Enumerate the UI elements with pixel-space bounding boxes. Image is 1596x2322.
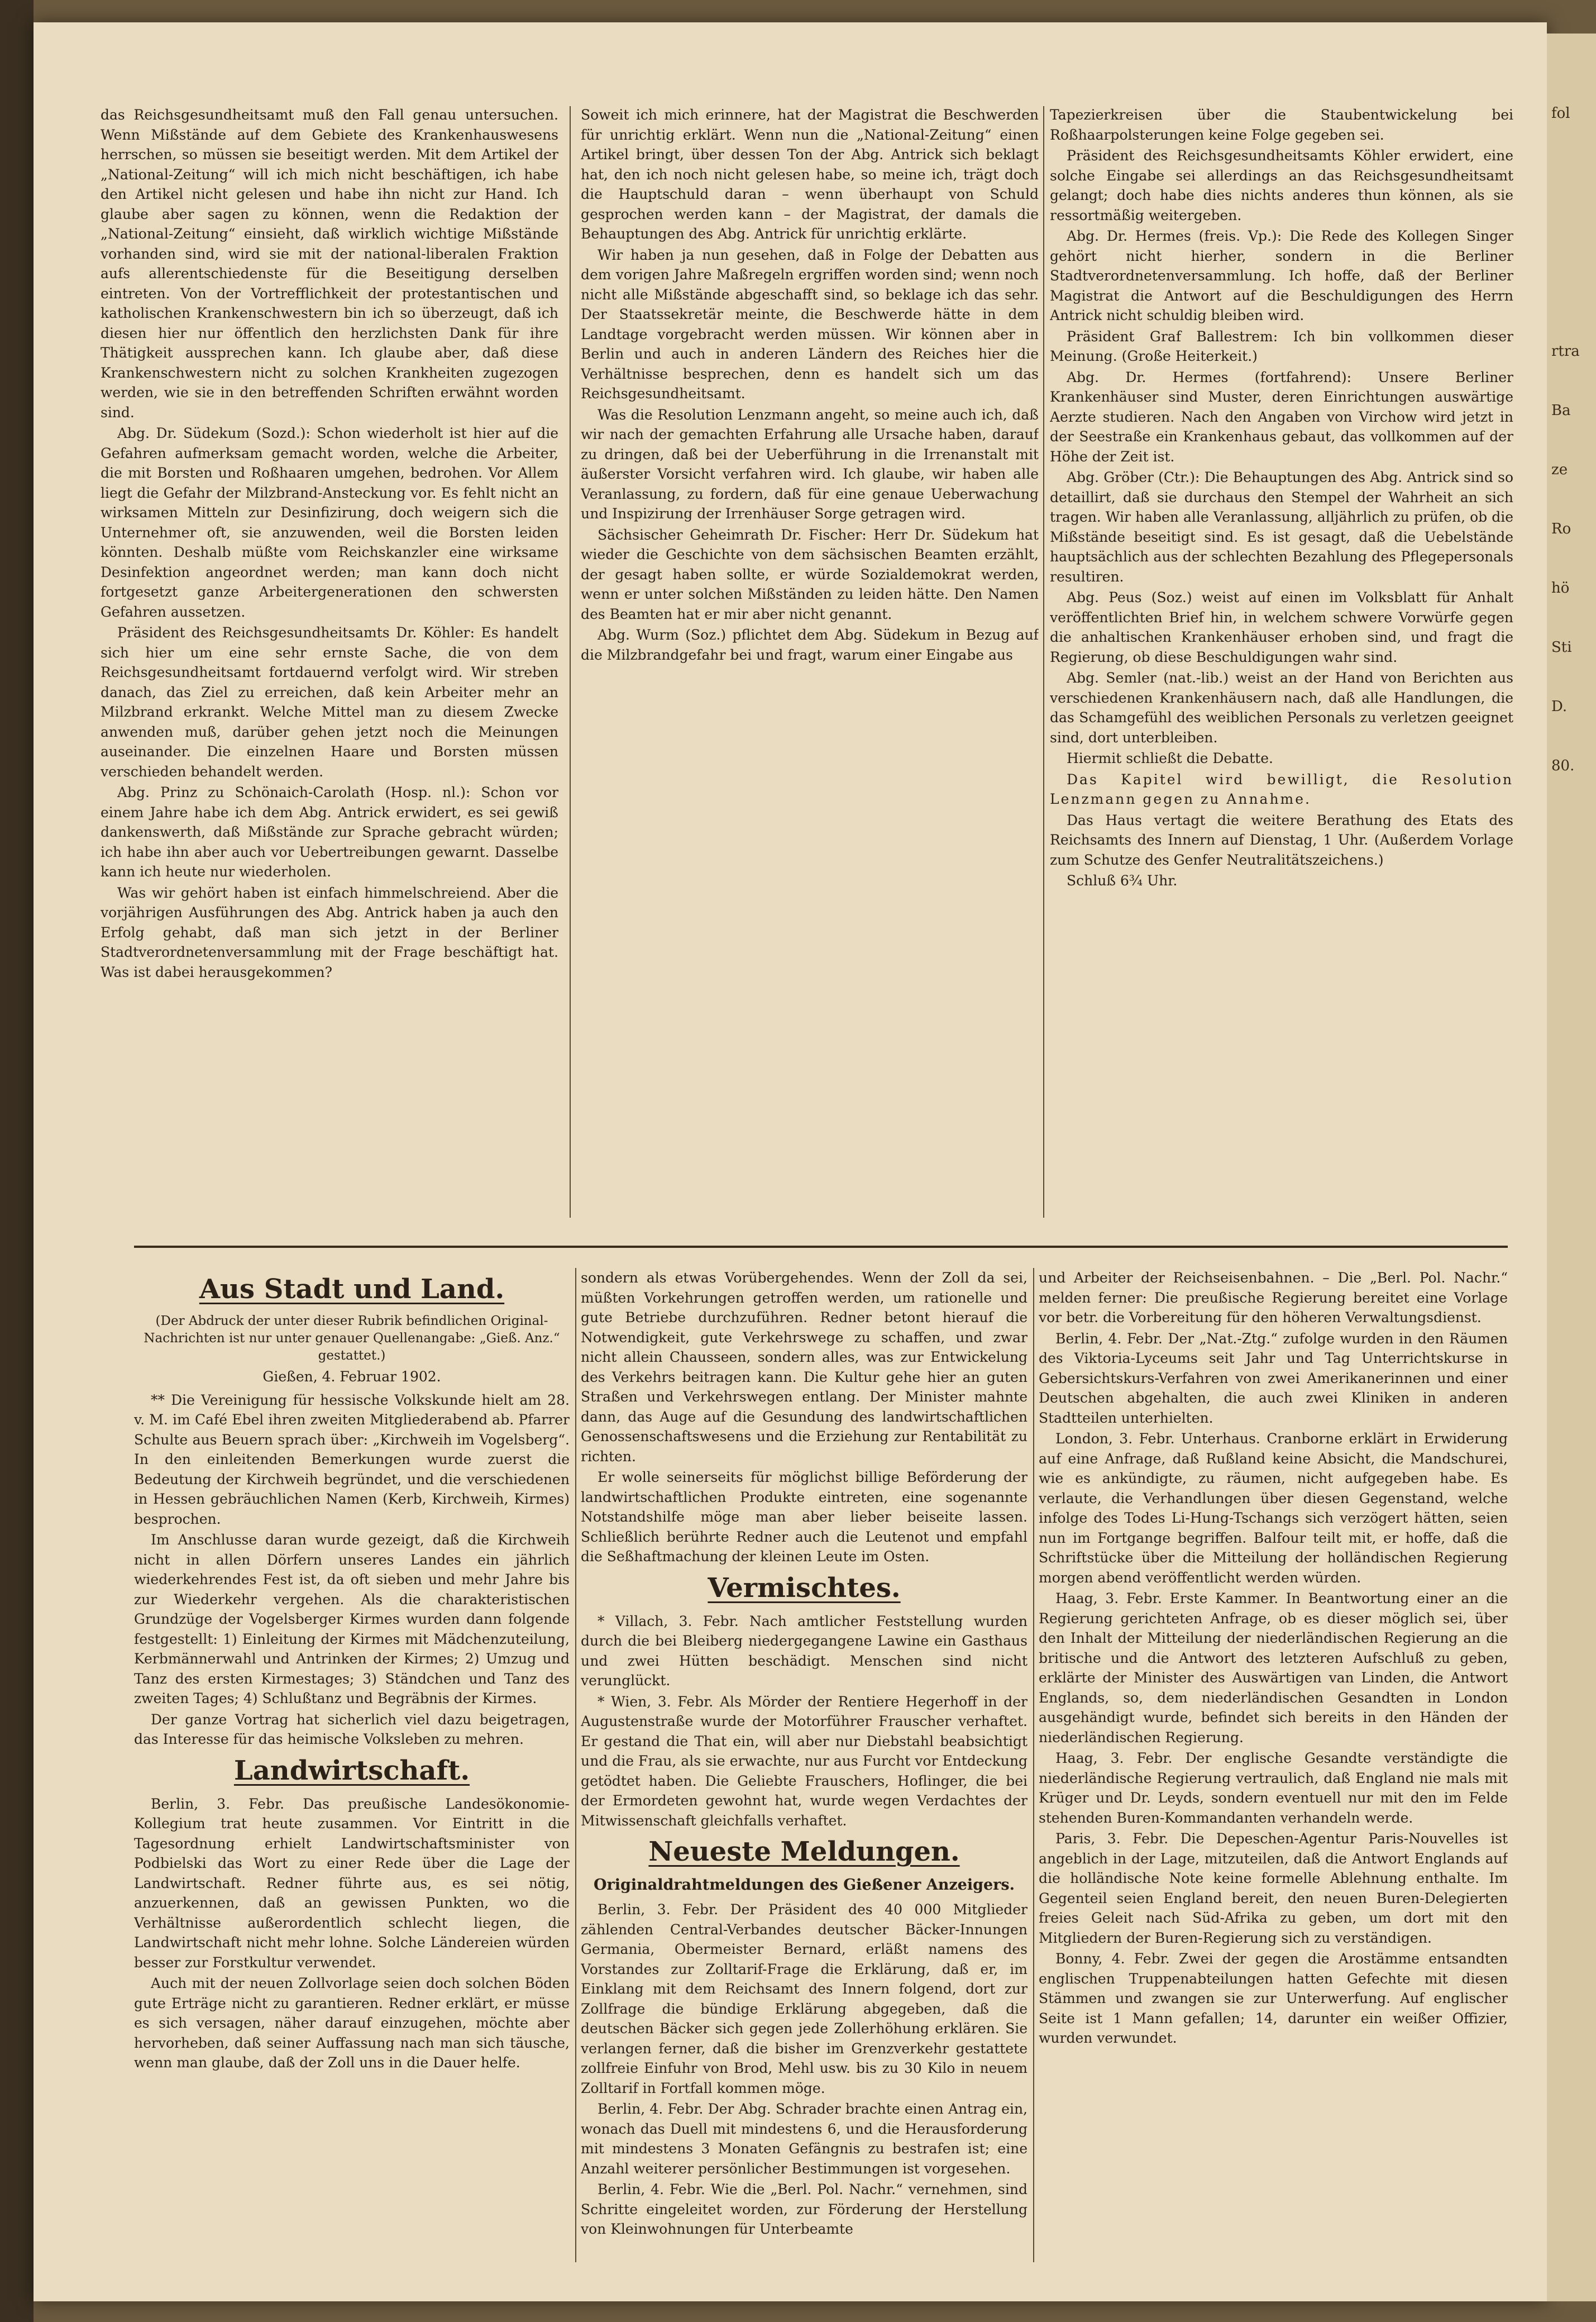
paragraph: Das Haus vertagt die weitere Berathung des Etats des Reichsamts des Innern auf Dienstag, 1 Uhr. (Außerdem Vorlage zum Schutze des Genfer Neutralitätszeichens.) xyxy=(1050,812,1513,868)
page-fragment: rtra xyxy=(1551,343,1580,360)
column-reichstag-1 xyxy=(101,105,558,1217)
heading-landwirtschaft: Landwirtschaft. xyxy=(233,1754,470,1786)
paragraph: Soweit ich mich erinnere, hat der Magistrat die Beschwerden für unrichtig erklärt. Wenn nun die „National-Zeitung“ einen Artikel bringt, über dessen Ton der Abg. Antrick sich beklagt hat, den ich noch nicht gelesen habe, so meine ich, trägt doch die Hauptschuld daran – wenn überhaupt von Schuld gesprochen werden kann – der Magistrat, der damals die Behauptungen des Abg. Antrick für unrichtig erklärte. xyxy=(581,107,1039,242)
paragraph: Abg. Gröber (Ctr.): Die Behauptungen des Abg. Antrick sind so detaillirt, daß sie durchaus den Stempel der Wahrheit an sich tragen. Wir haben alle Veranlassung, alljährlich zu prüfen, ob die Mißstände beseitigt sind. Es ist gesagt, daß die Uebelstände hauptsächlich aus der schlechten Bezahlung des Pflegepersonals resultiren. xyxy=(1050,469,1513,585)
column-divider xyxy=(1033,1268,1034,2262)
book-spine xyxy=(0,0,34,2322)
paragraph: London, 3. Febr. Unterhaus. Cranborne erklärt in Erwiderung auf eine Anfrage, daß Rußland keine Absicht, die Mandschurei, wie es ankündigte, zu räumen, nicht aufgegeben habe. Es verlaute, die Verhandlungen über diesen Gegenstand, welche infolge des Todes Li-Hung-Tschangs sich verzögert hätten, seien nun im Fortgange begriffen. Balfour teilt mit, er hoffe, daß die Schriftstücke über die Mitteilung der holländischen Regierung morgen abend veröffentlicht werden würden. xyxy=(1039,1431,1508,1586)
subheading-drahtmeldungen: Originaldrahtmeldungen des Gießener Anzeigers. xyxy=(594,1876,1015,1894)
paragraph: Er wolle seinerseits für möglichst billige Beförderung der landwirtschaftlichen Produkte eintreten, eine sogenannte Notstandshilfe möge man aber lieber beiseite lassen. Schließlich berührte Redner auch die Leutenot und empfahl die Seßhaftmachung der kleinen Leute im Osten. xyxy=(581,1469,1028,1565)
paragraph: Was die Resolution Lenzmann angeht, so meine auch ich, daß wir nach der gemachten Erfahrung alle Ursache haben, darauf zu dringen, daß bei der Ueberführung in die Irrenanstalt mit äußerster Vorsicht verfahren wird. Ich glaube, wir haben alle Veranlassung, zu fordern, daß für eine genaue Ueberwachung und Inspizirung der Irrenhäuser Sorge getragen wird. xyxy=(581,406,1039,522)
column-meldungen-cont xyxy=(1039,1268,1508,2262)
paragraph: Berlin, 4. Febr. Wie die „Berl. Pol. Nachr.“ vernehmen, sind Schritte eingeleitet worden, zur Förderung der Herstellung von Kleinwohnungen für Unterbeamte xyxy=(581,2181,1028,2237)
paragraph: Präsident des Reichsgesundheitsamts Dr. Köhler: Es handelt sich hier um eine sehr ernste Sache, die von dem Reichsgesundheitsamt fortdauernd verfolgt wird. Wir streben danach, das Ziel zu erreichen, daß kein Arbeiter mehr an Milzbrand erkrankt. Welche Mittel man zu diesem Zwecke anwenden muß, darüber gehen jetzt noch die Meinungen auseinander. Die einzelnen Haare und Borsten müssen verschieden behandelt werden. xyxy=(101,624,558,780)
paragraph: Berlin, 3. Febr. Das preußische Landesökonomie-Kollegium trat heute zusammen. Vor Eintritt in die Tagesordnung erhielt Landwirtschaftsminister von Podbielski das Wort zu einer Rede über die Lage der Landwirtschaft. Redner führte aus, es sei nötig, anzuerkennen, daß an gewissen Punkten, wo die Verhältnisse außerordentlich schlecht liegen, die Landwirtschaft nicht mehr lohne. Solche Ländereien würden besser zur Forstkultur verwendet. xyxy=(134,1795,570,1971)
heading-stadt-und-land: Aus Stadt und Land. xyxy=(199,1274,505,1305)
column-vermischtes-neueste xyxy=(581,1268,1028,2262)
paragraph: * Villach, 3. Febr. Nach amtlicher Feststellung wurden durch die bei Bleiberg niedergegangene Lawine ein Gasthaus und zwei Hütten beschädigt. Menschen sind nicht verunglückt. xyxy=(581,1613,1028,1689)
paragraph: Tapezierkreisen über die Staubentwickelung bei Roßhaarpolsterungen keine Folge gegeben sei. xyxy=(1050,107,1513,143)
paragraph: Das Kapitel wird bewilligt, die Resolution Lenzmann gegen zu Annahme. xyxy=(1050,771,1513,807)
paragraph: Berlin, 3. Febr. Der Präsident des 40 000 Mitglieder zählenden Central-Verbandes deutscher Bäcker-Innungen Germania, Obermeister Bernard, erläßt namens des Vorstandes zur Zolltarif-Frage die Erklärung, daß er, im Einklang mit dem Reichsamt des Innern folgend, dort zur Zollfrage die bündige Erklärung abgegeben, daß die deutschen Bäcker sich gegen jede Zollerhöhung erklären. Sie verlangen ferner, daß die bisher im Grenzverkehr gestattete zollfreie Einfuhr von Brod, Mehl usw. bis zu 30 Kilo in neuem Zolltarif in Fortfall kommen möge. xyxy=(581,1901,1028,2096)
paragraph: Auch mit der neuen Zollvorlage seien doch solchen Böden gute Erträge nicht zu garantieren. Redner erklärt, er müsse es sich versagen, näher darauf einzugehen, möchte aber hervorheben, daß seiner Auffassung nach man sich täusche, wenn man glaube, daß der Zoll uns in die Dauer helfe. xyxy=(134,1975,570,2071)
paragraph: Paris, 3. Febr. Die Depeschen-Agentur Paris-Nouvelles ist angeblich in der Lage, mitzuteilen, daß die Antwort Englands auf die holländische Note keine formelle Ablehnung enthalte. Im Gegenteil seien England bereit, den neuen Buren-Delegierten freies Geleit nach Süd-Afrika zu geben, um dort mit den Mitgliedern der Buren-Regierung sich zu verständigen. xyxy=(1039,1830,1508,1946)
paragraph: Abg. Dr. Südekum (Sozd.): Schon wiederholt ist hier auf die Gefahren aufmerksam gemacht worden, welche die Arbeiter, die mit Borsten und Roßhaaren umgehen, bedrohen. Vor Allem liegt die Gefahr der Milzbrand-Ansteckung vor. Es fehlt nicht an wirksamen Mitteln zur Desinfizirung, doch weigern sich die Unternehmer oft, sie anzuwenden, weil die Borsten leiden könnten. Deshalb müßte vom Reichskanzler eine wirksame Desinfektion angeordnet werden; man kann doch nicht fortgesetzt ganze Arbeitergenerationen den schwersten Gefahren aussetzen. xyxy=(101,425,558,620)
page-fragment: Sti xyxy=(1551,639,1572,656)
column-reichstag-2 xyxy=(581,105,1039,1217)
paragraph: das Reichsgesundheitsamt muß den Fall genau untersuchen. Wenn Mißstände auf dem Gebiete des Krankenhauswesens herrschen, so müssen sie beseitigt werden. Mit dem Artikel der „National-Zeitung“ will ich mich nicht beschäftigen, ich habe den Artikel nicht gelesen und habe ihn nicht zur Hand. Ich glaube aber sagen zu können, wenn die Redaktion der „National-Zeitung“ einsieht, daß wirklich wichtige Mißstände vorhanden sind, wird sie mit der national-liberalen Fraktion aufs allerentschiedenste für die Beseitigung derselben eintreten. Von der Vortrefflichkeit der protestantischen und katholischen Krankenschwestern bin ich so überzeugt, daß ich diesen hier nur öffentlich den herzlichsten Dank für ihre Thätigkeit aussprechen kann. Ich glaube aber, daß diese Krankenschwestern nicht zu solchen Krankheiten zugezogen werden, wie sie in den betreffenden Schriften erwähnt worden sind. xyxy=(101,107,558,421)
paragraph: Abg. Dr. Hermes (fortfahrend): Unsere Berliner Krankenhäuser sind Muster, deren Einrichtungen auswärtige Aerzte studieren. Nach den Angaben von Virchow wird jetzt in der Seestraße ein Krankenhaus gebaut, das vollkommen auf der Höhe der Zeit ist. xyxy=(1050,369,1513,465)
paragraph: ** Die Vereinigung für hessische Volkskunde hielt am 28. v. M. im Café Ebel ihren zweiten Mitgliederabend ab. Pfarrer Schulte aus Beuern sprach über: „Kirchweih im Vogelsberg“. In den einleitenden Bemerkungen wurde zuerst die Bedeutung der Kirchweih begründet, und die verschiedenen in Hessen gebräuchlichen Namen (Kerb, Kirchweih, Kirmes) besprochen. xyxy=(134,1391,570,1527)
page-fragment: fol xyxy=(1551,105,1570,122)
dateline: Gießen, 4. Februar 1902. xyxy=(262,1369,441,1385)
paragraph: Haag, 3. Febr. Der englische Gesandte verständigte die niederländische Regierung vertraulich, daß England nie mals mit Krüger und Dr. Leyds, sondern eventuell nur mit den im Felde stehenden Buren-Kommandanten verhandeln werde. xyxy=(1039,1750,1508,1826)
paragraph: Abg. Dr. Hermes (freis. Vp.): Die Rede des Kollegen Singer gehört nicht hierher, sondern in die Berliner Stadtverordnetenversammlung. Ich hoffe, daß der Berliner Magistrat die Antwort auf die Beschuldigungen des Herrn Antrick nicht schuldig bleiben wird. xyxy=(1050,228,1513,323)
heading-vermischtes: Vermischtes. xyxy=(708,1572,901,1604)
paragraph: Berlin, 4. Febr. Der Abg. Schrader brachte einen Antrag ein, wonach das Duell mit mindestens 6, und die Herausforderung mit mindestens 3 Monaten Gefängnis zu bestrafen ist; eine Anzahl weiterer persönlicher Bestimmungen ist vorgesehen. xyxy=(581,2101,1028,2177)
paragraph: Abg. Peus (Soz.) weist auf einen im Volksblatt für Anhalt veröffentlichten Brief hin, in welchem schwere Vorwürfe gegen die anhaltischen Krankenhäuser erhoben sind, und fragt die Regierung, ob diese Beschuldigungen wahr sind. xyxy=(1050,589,1513,665)
section-divider xyxy=(134,1246,1508,1248)
paragraph: Haag, 3. Febr. Erste Kammer. In Beantwortung einer an die Regierung gerichteten Anfrage, ob es dieser möglich sei, über den Inhalt der Mitteilung der niederländischen Regierung an die britische und die Antwort des letzteren Aufschluß zu geben, erklärte der Minister des Auswärtigen van Linden, die Antwort Englands, so, dem niederländischen Gesandten in London ausgehändigt wurde, befindet sich bereits in den Händen der niederländischen Regierung. xyxy=(1039,1590,1508,1746)
adjacent-page-edge xyxy=(1547,34,1596,2301)
paragraph: Was wir gehört haben ist einfach himmelschreiend. Aber die vorjährigen Ausführungen des Abg. Antrick haben ja auch den Erfolg gehabt, daß man sich jetzt in der Berliner Stadtverordnetenversammlung mit der Frage beschäftigt hat. Was ist dabei herausgekommen? xyxy=(101,884,558,980)
page-fragment: 80. xyxy=(1551,757,1575,774)
page-fragment: ze xyxy=(1551,461,1568,478)
paragraph: Im Anschlusse daran wurde gezeigt, daß die Kirchweih nicht in allen Dörfern unseres Landes ein jährlich wiederkehrendes Fest ist, da oft sieben und mehr Jahre bis zur Wiederkehr vergehen. Als die charakteristischen Grundzüge der Vogelsberger Kirmes wurden dann folgende festgestellt: 1) Einleitung der Kirmes mit Mädchenzuteilung, Kerbmännerwahl und Antrinken der Kirmes; 2) Umzug und Tanz des ersten Kirmestages; 3) Ständchen und Tanz des zweiten Tages; 4) Schlußtanz und Begräbnis der Kirmes. xyxy=(134,1532,570,1706)
paragraph: Abg. Prinz zu Schönaich-Carolath (Hosp. nl.): Schon vor einem Jahre habe ich dem Abg. Antrick erwidert, es sei gewiß dankenswerth, daß Mißstände zur Sprache gebracht würden; ich habe ihn aber auch vor Uebertreibungen gewarnt. Dasselbe kann ich heute nur wiederholen. xyxy=(101,784,558,880)
paragraph: Präsident Graf Ballestrem: Ich bin vollkommen dieser Meinung. (Große Heiterkeit.) xyxy=(1050,328,1513,364)
reprint-note: (Der Abdruck der unter dieser Rubrik befindlichen Original-Nachrichten ist nur unter genauer Quellenangabe: „Gieß. Anz.“ gestattet.) xyxy=(144,1314,560,1363)
paragraph: Berlin, 4. Febr. Der „Nat.-Ztg.“ zufolge wurden in den Räumen des Viktoria-Lyceums seit Jahr und Tag Unterrichtskurse in Gebersichtskurs-Verfahren von zwei Amerikanerinnen und einer Deutschen abgehalten, die auch zwei Kliniken in anderen Stadtteilen unterhielten. xyxy=(1039,1330,1508,1426)
page-fragment: hö xyxy=(1551,580,1570,597)
paragraph: Der ganze Vortrag hat sicherlich viel dazu beigetragen, das Interesse für das heimische Volksleben zu mehren. xyxy=(134,1711,570,1747)
paragraph: Hiermit schließt die Debatte. xyxy=(1067,750,1273,766)
heading-neueste-meldungen: Neueste Meldungen. xyxy=(648,1836,960,1867)
page-fragment: Ba xyxy=(1551,402,1571,419)
page-fragment: Ro xyxy=(1551,521,1571,537)
column-divider xyxy=(1043,106,1044,1218)
paragraph: Schluß 6¾ Uhr. xyxy=(1067,872,1178,889)
paragraph: * Wien, 3. Febr. Als Mörder der Rentiere Hegerhoff in der Augustenstraße wurde der Motorführer Frauscher verhaftet. Er gestand die That ein, will aber nur Diebstahl beabsichtigt und die Frau, als sie erwachte, nur aus Furcht vor Entdeckung getödtet haben. Die Geliebte Frauschers, Hoflinger, die bei der Ermordeten gewohnt hat, wurde wegen Verdachtes der Mitwissenschaft gleichfalls verhaftet. xyxy=(581,1693,1028,1829)
paragraph: sondern als etwas Vorübergehendes. Wenn der Zoll da sei, müßten Vorkehrungen getroffen werden, um rationelle und gute Betriebe durchzuführen. Redner betont hierauf die Notwendigkeit, gute Verkehrswege zu schaffen, und zwar nicht allein Chausseen, sondern alles, was zur Entwickelung des Verkehrs beitragen kann. Die Kultur gehe hier an guten Straßen und Verkehrswegen entlang. Der Minister mahnte dann, das Auge auf die Gesundung des landwirtschaftlichen Genossenschaftswesens und die Erziehung zur Rentabilität zu richten. xyxy=(581,1270,1028,1465)
paragraph: und Arbeiter der Reichseisenbahnen. – Die „Berl. Pol. Nachr.“ melden ferner: Die preußische Regierung bereitet eine Vorlage vor betr. die Vorbereitung für den höheren Verwaltungsdienst. xyxy=(1039,1270,1508,1326)
paragraph: Wir haben ja nun gesehen, daß in Folge der Debatten aus dem vorigen Jahre Maßregeln ergriffen worden sind; wenn noch nicht alle Mißstände abgeschafft sind, so beklage ich das sehr. Der Staatssekretär meinte, die Beschwerde hätte in dem Landtage vorgebracht werden müssen. Wir können aber in Berlin und auch in anderen Ländern des Reiches hier die Verhältnisse besprechen, denn es handelt sich um das Reichsgesundheitsamt. xyxy=(581,246,1039,402)
column-divider xyxy=(575,1268,576,2262)
column-reichstag-3 xyxy=(1050,105,1513,1217)
page-fragment: D. xyxy=(1551,698,1568,715)
paragraph: Sächsischer Geheimrath Dr. Fischer: Herr Dr. Südekum hat wieder die Geschichte von dem sächsischen Beamten erzählt, der gesagt haben sollte, er würde Sozialdemokrat werden, wenn er unter solchen Mißständen zu leiden hätte. Den Namen des Beamten hat er mir aber nicht genannt. xyxy=(581,526,1039,622)
column-stadt-und-land xyxy=(134,1268,570,2262)
column-divider xyxy=(570,106,571,1218)
paragraph: Bonny, 4. Febr. Zwei der gegen die Arostämme entsandten englischen Truppenabteilungen hatten Gefechte mit diesen Stämmen und zwangen sie zur Unterwerfung. Auf englischer Seite ist 1 Mann gefallen; 14, darunter ein weißer Offizier, wurden verwundet. xyxy=(1039,1951,1508,2046)
paragraph: Abg. Semler (nat.-lib.) weist an der Hand von Berichten aus verschiedenen Krankenhäusern nach, daß alle Handlungen, die das Schamgefühl des weiblichen Personals zu verletzen geeignet sind, dort unterbleiben. xyxy=(1050,670,1513,746)
paragraph: Präsident des Reichsgesundheitsamts Köhler erwidert, eine solche Eingabe sei allerdings an das Reichsgesundheitsamt gelangt; doch habe dies nichts anderes thun können, als sie ressortmäßig weitergeben. xyxy=(1050,147,1513,223)
paragraph: Abg. Wurm (Soz.) pflichtet dem Abg. Südekum in Bezug auf die Milzbrandgefahr bei und fragt, warum einer Eingabe aus xyxy=(581,627,1039,663)
